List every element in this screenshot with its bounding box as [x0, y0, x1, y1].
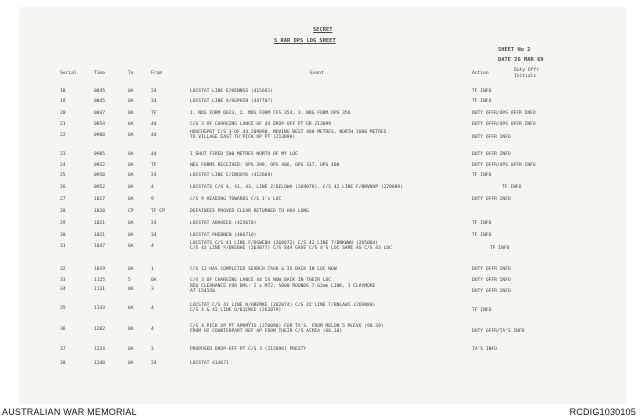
row-event-line: LOCSTAT LINE A/OGPHIN (447707): [190, 99, 273, 104]
column-header-duty-offr: Duty Offr: [514, 68, 539, 73]
row-from: 24: [151, 361, 157, 366]
column-header-event: Event: [310, 71, 324, 76]
row-action: DUTY OFFR INFO: [472, 197, 511, 202]
row-time: 1047: [94, 244, 106, 249]
row-to: 0A: [128, 244, 134, 249]
row-to: 0A: [128, 152, 134, 157]
row-from: TF: [151, 163, 157, 168]
document-page: [20, 8, 625, 404]
column-header-initials: Initials: [514, 74, 537, 79]
row-event-line: C/S 3 OF CHARGING LANCE OF 44 DROP-OFF PT GR 213099: [190, 122, 332, 127]
row-event-line: PROPOSED DROP-OFF PT C/S 3 (212096) PRESTY: [190, 347, 307, 352]
row-action: TF INFO: [472, 233, 492, 238]
row-event: [190, 130, 386, 140]
row-serial: 24: [60, 163, 66, 168]
row-event: [190, 197, 281, 202]
row-event: [190, 241, 392, 251]
row-action: TF INFO: [472, 89, 492, 94]
row-from: 3: [151, 287, 154, 292]
row-from: TF CP: [151, 209, 165, 214]
classification-marking: SECRET: [313, 27, 333, 33]
row-event-line: TO VILLAGE EAST TO PICK UP PT (213099): [190, 135, 296, 140]
row-from: 4: [151, 244, 154, 249]
row-time: 1017: [94, 197, 106, 202]
row-to: 0A: [128, 327, 134, 332]
row-action: DUTY OFFR/TA'S INFO: [472, 329, 525, 334]
row-action: TF INFO: [472, 173, 492, 178]
row-serial: 34: [60, 287, 66, 292]
row-time: 1202: [94, 327, 106, 332]
row-time: 1131: [94, 287, 106, 292]
row-event: [190, 209, 309, 214]
row-time: 0950: [94, 173, 106, 178]
row-event-line: LOCSTATS C/S 41 LINE F/DGWEBH (268072) C/S 42 LINE T/BNKWWU (265084): [190, 241, 379, 246]
column-header-serial: Serial: [60, 71, 77, 76]
row-serial: 22: [60, 133, 66, 138]
archive-footer: [0, 404, 640, 419]
row-time: 0854: [94, 122, 106, 127]
column-header-time: Time: [94, 71, 106, 76]
row-action: TF INFO: [472, 99, 492, 104]
row-to: 0A: [128, 111, 134, 116]
row-time: 0845: [94, 89, 106, 94]
row-event: [190, 185, 403, 190]
row-event: [190, 267, 337, 272]
row-serial: 28: [60, 209, 66, 214]
row-event: [190, 303, 375, 313]
column-header-action: Action: [472, 71, 489, 76]
row-event-line: LOCSTAT 414671: [190, 361, 229, 366]
row-event-line: LOCSTATS C/S 4, 41, 43, LINE Z/DELQWA (269078), C/S 42 LINE F/BNVKHP (270089): [190, 185, 403, 190]
row-event-line: LOCSTAT PHEBNEN (466710): [190, 233, 257, 238]
row-to: 0A: [128, 89, 134, 94]
row-serial: 38: [60, 361, 66, 366]
row-event: [190, 163, 339, 168]
row-event: [190, 173, 273, 178]
row-time: 1021: [94, 221, 106, 226]
row-serial: 31: [60, 244, 66, 249]
row-from: 44: [151, 133, 157, 138]
row-time: 0900: [94, 133, 106, 138]
row-event-line: LOCSTAT ADAHEEU (423670): [190, 221, 257, 226]
row-from: 34: [151, 99, 157, 104]
row-from: 4: [151, 185, 154, 190]
row-serial: 25: [60, 173, 66, 178]
row-event-line: C/S 3 OF CHARGING LANCE 44 IS NOW BACK IN THEIR LOC: [190, 278, 332, 283]
row-event: [190, 284, 375, 294]
row-event-line: LOCSTAT LINE E/INQUYK (412669): [190, 173, 273, 178]
row-action: DUTY OFFR INFO: [472, 135, 511, 140]
row-event-line: NEG FORMS RECEIVED: OPS 399, OPS 406, OPS 337, OPS 400: [190, 163, 340, 168]
row-from: 1: [151, 267, 154, 272]
row-from: 24: [151, 221, 157, 226]
row-serial: 20: [60, 111, 66, 116]
row-event-line: 1. NDG FORM Q623, 2. MDG FORM CFS 354, 3. NDG FORM OPS 356: [190, 111, 351, 116]
row-to: 0A: [128, 361, 134, 366]
row-to: 0A: [128, 163, 134, 168]
row-from: TF: [151, 111, 157, 116]
row-serial: 29: [60, 221, 66, 226]
row-time: 1125: [94, 278, 106, 283]
row-action: TF INFO: [472, 308, 492, 313]
row-serial: 37: [60, 347, 66, 352]
row-to: 0A: [128, 173, 134, 178]
row-event: [190, 233, 256, 238]
row-to: 0A: [128, 267, 134, 272]
row-to: 0A: [128, 133, 134, 138]
row-event-line: C/S 9 HEADING TOWARDS C/S 1's LOC: [190, 197, 282, 202]
row-time: 0905: [94, 152, 106, 157]
row-action: DUTY OFFR/OPS OFFR INFO: [472, 111, 536, 116]
row-event-line: C/S 4 PICK UP PT APKMYIS (270090) FOR TA'S. FROM MELON 5 MLEVO (90.39): [190, 324, 384, 329]
row-event-line: HOUCHSPOT C/S 3 OF 44 209090. MOVING WEST 400 METRES, NORTH 1000 METRES: [190, 130, 387, 135]
row-event-line: DEFAINEES PROVED CLEAR RETURNED TO HOA LONG: [190, 209, 309, 214]
row-action: DUTY OFFR INFO: [472, 152, 511, 157]
sheet-date: DATE 26 MAR 69: [498, 57, 544, 63]
row-event-line: C/S 43 LINE F/DKEBHE (263077) C/S 84A GAVE C/S 4'S LOC SAME AS C/S 43 LOC: [190, 246, 392, 251]
row-event: [190, 89, 273, 94]
row-event-line: AT 154150: [190, 289, 215, 294]
row-serial: 23: [60, 152, 66, 157]
row-event: [190, 111, 350, 116]
row-to: 0A: [128, 197, 134, 202]
row-serial: 19: [60, 99, 66, 104]
row-to: 0A: [128, 306, 134, 311]
row-to: 0A: [128, 122, 134, 127]
row-serial: 36: [60, 327, 66, 332]
row-serial: 27: [60, 197, 66, 202]
row-action: DUTY OFFR/OPS OFFR INFO: [472, 122, 536, 127]
row-from: 9: [151, 197, 154, 202]
row-serial: 21: [60, 122, 66, 127]
row-action: DUTY OFFR INFO: [472, 289, 511, 294]
row-action: TA'S INFO: [472, 347, 497, 352]
row-action: DUTY OFFR/OPS OFFR INFO: [472, 163, 536, 168]
row-time: 0845: [94, 99, 106, 104]
row-time: 1021: [94, 233, 106, 238]
row-from: 44: [151, 152, 157, 157]
footer-reference: RCDIG1030105: [569, 407, 636, 417]
row-to: 0A: [128, 99, 134, 104]
row-event-line: 1 SHOT FIRED 500 METRES NORTH OF MY LOC: [190, 152, 298, 157]
footer-institution: AUSTRALIAN WAR MEMORIAL: [2, 407, 137, 417]
sheet-number: SHEET No 2: [498, 47, 531, 53]
row-to: 0A: [128, 185, 134, 190]
row-time: 1020: [94, 209, 106, 214]
row-time: 1143: [94, 306, 106, 311]
row-time: 1240: [94, 361, 106, 366]
row-action: DUTY OFFR INFO: [472, 278, 511, 283]
row-from: 4: [151, 306, 154, 311]
row-time: 0952: [94, 185, 106, 190]
row-event-line: C/S 4 & 43 LINE O/BJCMCE (262079): [190, 308, 282, 313]
row-event: [190, 347, 306, 352]
row-time: 1224: [94, 347, 106, 352]
row-serial: 35: [60, 306, 66, 311]
row-to: 5: [128, 278, 131, 283]
row-to: 0A: [128, 287, 134, 292]
row-event: [190, 361, 229, 366]
row-to: 0A: [128, 347, 134, 352]
row-event: [190, 122, 331, 127]
row-from: 3: [151, 347, 154, 352]
row-event-line: FROM HI COUNTERPART REF AP FROM THEIR C/S ACMIA (66.10): [190, 329, 343, 334]
row-event: [190, 99, 273, 104]
row-event: [190, 324, 384, 334]
row-to: CP: [128, 209, 134, 214]
row-serial: 18: [60, 89, 66, 94]
row-action: TF INFO: [490, 246, 510, 251]
row-event-line: LOCSTAT LINE E/KENNSS (415661): [190, 89, 273, 94]
row-event: [190, 152, 298, 157]
log-sheet-title: 5 RAR OPS LOG SHEET: [274, 38, 336, 44]
row-time: 0922: [94, 163, 106, 168]
row-from: 0A: [151, 278, 157, 283]
row-serial: 32: [60, 267, 66, 272]
row-to: 0A: [128, 221, 134, 226]
row-time: 0847: [94, 111, 106, 116]
row-from: 4: [151, 327, 154, 332]
row-action: TF INFO: [472, 221, 492, 226]
row-from: 44: [151, 122, 157, 127]
row-event-line: C/S 12 HAS COMPLETED SEARCH TASK & IS BACK IN LOC NOW: [190, 267, 337, 272]
row-serial: 33: [60, 278, 66, 283]
row-event-line: LOCSTAT C/S 41 LINE H/HBEMKE (262074) C/S 42 LINE T/BNLAWI (269088): [190, 303, 376, 308]
row-action: DUTY OFFR INFO: [472, 267, 511, 272]
row-time: 1019: [94, 267, 106, 272]
row-serial: 26: [60, 185, 66, 190]
column-header-to: To: [128, 71, 134, 76]
row-event: [190, 221, 256, 226]
row-event: [190, 278, 331, 283]
row-from: 24: [151, 89, 157, 94]
row-to: 0A: [128, 233, 134, 238]
row-event-line: REQ CLEARANCE FOR DML: 2 x M72, 5000 ROUNDS 7.62mm LINK, 1 CLAYMORE: [190, 284, 376, 289]
row-serial: 30: [60, 233, 66, 238]
row-from: 34: [151, 233, 157, 238]
row-action: TF INFO: [502, 185, 522, 190]
column-header-from: From: [151, 71, 163, 76]
row-from: 24: [151, 173, 157, 178]
